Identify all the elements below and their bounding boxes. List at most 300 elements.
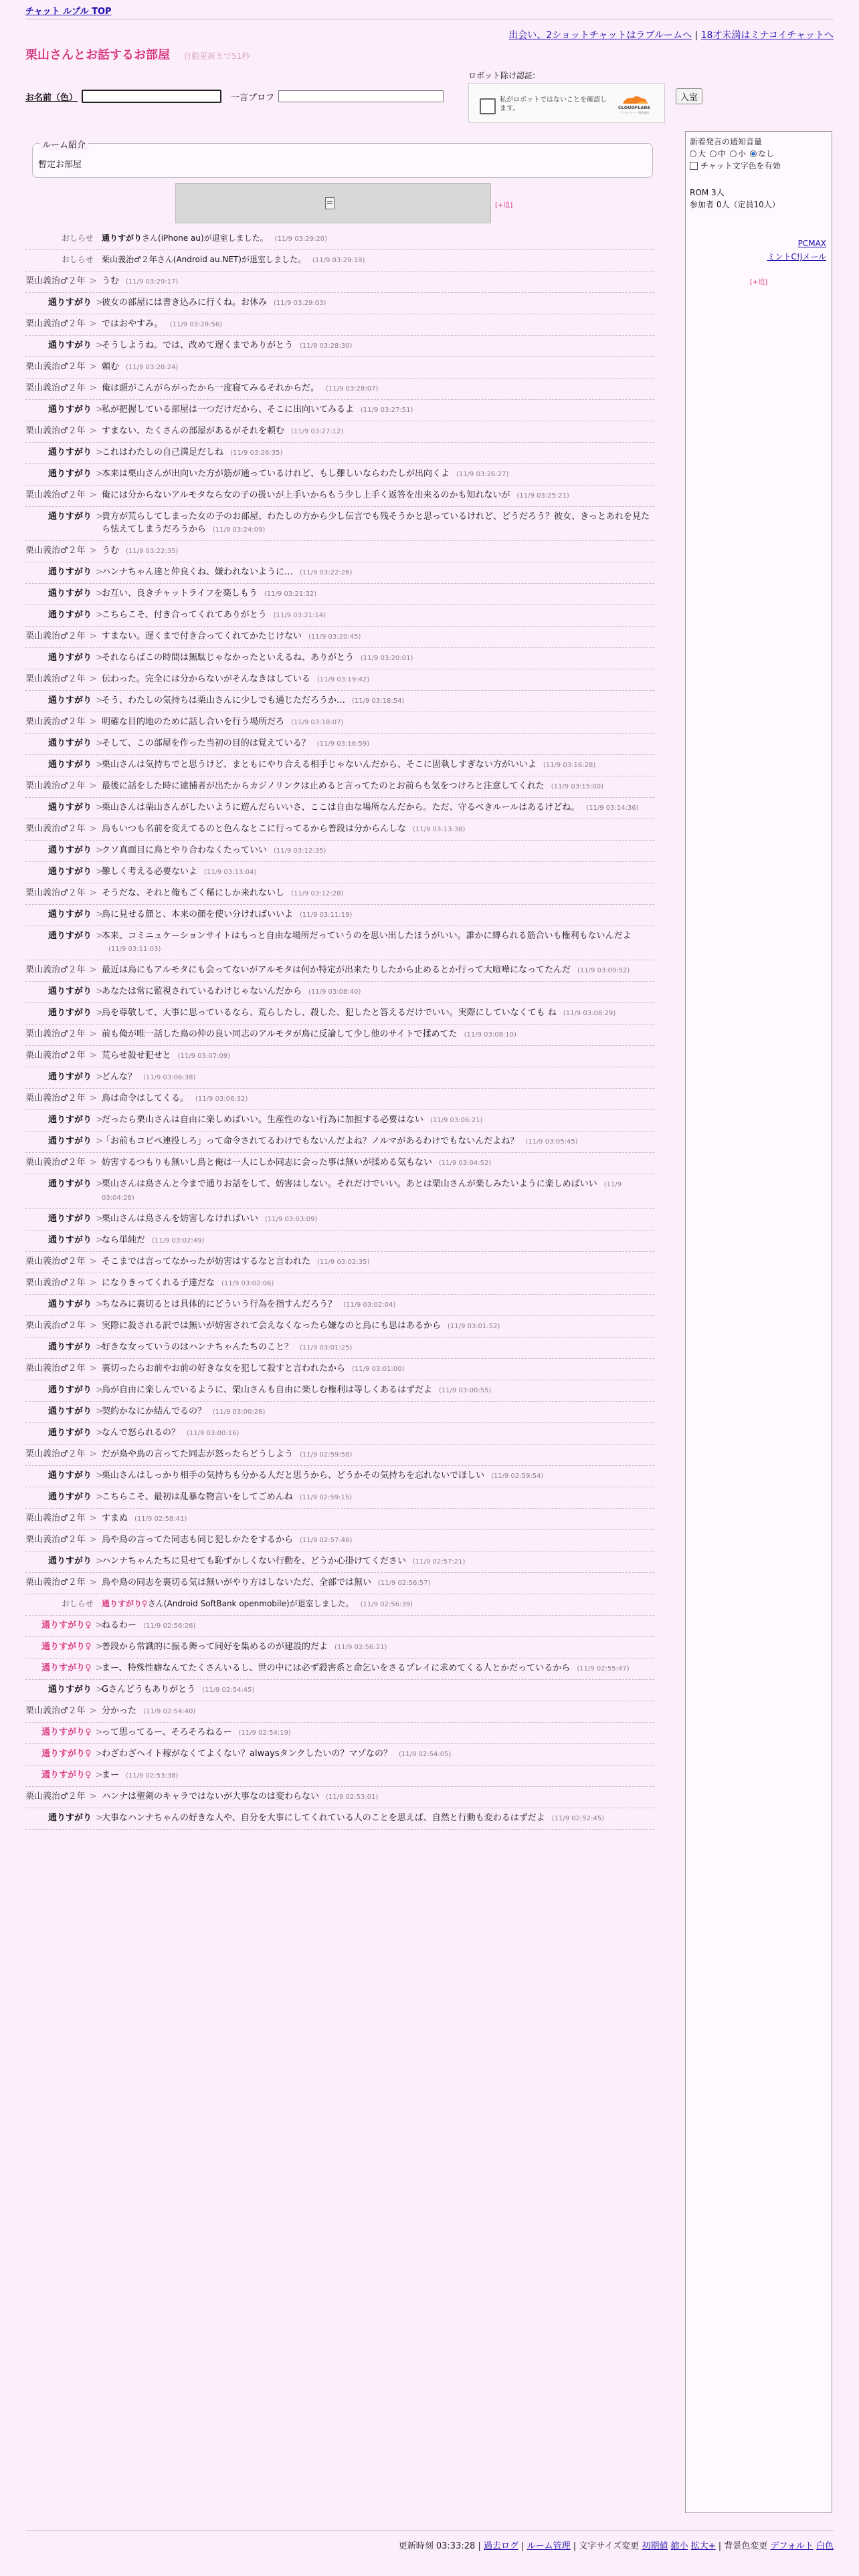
message-body [102, 985, 650, 998]
author-name: 通りすがり♀ [41, 1770, 92, 1780]
message-author [25, 1178, 102, 1204]
past-log-link[interactable]: 過去ログ [483, 2541, 518, 2551]
message-timestamp: (11/9 03:25:21) [516, 492, 569, 500]
message-timestamp: (11/9 02:57:46) [300, 1537, 353, 1544]
message-text: あなたは常に監視されているわけじゃないんだから [102, 986, 302, 996]
pcmax-link[interactable]: PCMAX [797, 239, 826, 248]
message-timestamp: (11/9 03:29:17) [126, 278, 179, 286]
chat-message [25, 712, 654, 734]
author-name: 通りすがり [48, 1428, 92, 1438]
message-text: 最後に話をした時に逮捕者が出たからカジノリンクは止めると言ってたのとお前らも気をつけろと注意してくれた [102, 781, 545, 791]
message-text: ちなみに裏切るとは具体的にどういう行為を指すんだろう？ [102, 1299, 337, 1309]
chat-message [25, 400, 654, 421]
message-timestamp: (11/9 03:09:52) [577, 967, 630, 974]
message-body [102, 446, 650, 459]
message-timestamp: (11/9 03:06:32) [195, 1095, 248, 1103]
message-author [25, 1405, 102, 1418]
author-separator: > [93, 909, 104, 920]
message-body [102, 1049, 650, 1063]
message-author [25, 1319, 102, 1333]
message-timestamp: (11/9 03:29:19) [312, 257, 365, 264]
message-author [25, 1747, 102, 1761]
author-name: 通りすがり [48, 1385, 92, 1395]
message-body [102, 1178, 650, 1204]
message-timestamp: (11/9 03:20:01) [361, 655, 413, 662]
message-timestamp: (11/9 03:04:52) [438, 1160, 492, 1167]
message-text: 「お前もコピペ連投しろ」って命令されてるわけでもないんだよね？ノルマがあるわけでもないんだよね？ [102, 1136, 519, 1146]
message-timestamp: (11/9 02:59:15) [299, 1494, 353, 1501]
author-separator: > [93, 653, 104, 663]
message-body [102, 823, 650, 836]
author-name: 通りすがり [48, 909, 92, 920]
author-separator: > [93, 1136, 104, 1146]
message-timestamp: (11/9 03:00:16) [187, 1430, 240, 1437]
message-author [25, 1384, 102, 1397]
author-separator: > [86, 546, 97, 556]
message-timestamp: (11/9 03:06:21) [430, 1117, 483, 1124]
message-timestamp: (11/9 03:02:04) [343, 1301, 396, 1309]
top-links [508, 28, 834, 41]
room-intro-text: 暫定お部屋 [38, 160, 82, 170]
volume-option[interactable] [750, 148, 774, 159]
site-title-link[interactable]: チャット ルプル TOP [25, 7, 112, 17]
message-author [25, 716, 102, 729]
message-text: だが鳥や鳥の言ってた同志が怒ったらどうしよう [102, 1449, 294, 1459]
message-text: 前も俺が唯一話した鳥の仲の良い同志のアルモタが鳥に反論して少し他のサイトで揉めてた [102, 1029, 458, 1039]
name-label[interactable]: お名前（色） [25, 92, 78, 103]
message-body [102, 253, 650, 267]
message-timestamp: (11/9 03:28:30) [300, 342, 353, 350]
update-time: 更新時刻 03:33:28 [398, 2541, 476, 2551]
message-text: これはわたしの自己満足だしね [102, 447, 224, 457]
message-author [25, 1006, 102, 1020]
message-author [25, 275, 102, 288]
author-name: 通りすがり [48, 986, 92, 996]
author-separator: > [86, 1051, 97, 1061]
message-body [102, 908, 650, 922]
author-separator: > [86, 1513, 97, 1523]
chat-message [25, 1252, 654, 1273]
message-text: 鳥もいつも名前を変えてるのと色んなとこに行ってるから普段は分からんしな [102, 824, 407, 834]
notify-volume-title: 新着発言の通知音量 [690, 137, 763, 146]
message-timestamp: (11/9 03:26:35) [230, 449, 283, 457]
author-name: 通りすがり [48, 447, 92, 457]
message-author [25, 1156, 102, 1170]
message-timestamp: (11/9 03:22:35) [126, 548, 179, 555]
chat-message [25, 1067, 654, 1089]
chat-message [25, 1573, 654, 1594]
message-body [102, 489, 650, 502]
message-text: 好きな女っていうのはハンナちゃんたちのこと？ [102, 1342, 294, 1352]
message-text: 大事なハンナちゃんの好きな人や、自分を大事にしてくれている人のことを思えば、自然と行動も変わるはずだよ [102, 1813, 545, 1823]
message-text: だったら栗山さんは自由に楽しめばいい。生産性のない行為に加担する必要はない [102, 1115, 424, 1125]
author-separator: > [86, 674, 97, 684]
volume-option[interactable] [710, 148, 726, 159]
message-body [102, 651, 650, 665]
message-body [102, 758, 650, 772]
message-author [25, 1726, 102, 1739]
font-shrink-link[interactable]: 縮小 [670, 2541, 688, 2551]
author-name: 栗山義治♂２年 [25, 1513, 86, 1523]
author-separator: > [93, 469, 104, 479]
author-name: 通りすがり [48, 610, 92, 620]
system-notice [25, 229, 654, 250]
author-name: 通りすがり♀ [41, 1620, 92, 1630]
message-body [102, 467, 650, 481]
auto-update-countdown: 自動更新まで51秒 [183, 51, 250, 61]
author-name: 栗山義治♂２年 [25, 717, 86, 727]
message-timestamp: (11/9 03:28:56) [169, 321, 223, 328]
message-timestamp: (11/9 02:54:45) [202, 1687, 255, 1694]
author-name: 通りすがり [48, 405, 92, 415]
chat-color-checkbox[interactable] [690, 162, 698, 170]
author-name: 通りすがり [48, 1136, 92, 1146]
message-body [102, 1212, 650, 1226]
chat-message [25, 1174, 654, 1209]
author-name: 栗山義治♂２年 [25, 546, 86, 556]
chat-message [25, 1787, 654, 1808]
message-text: まー、特殊性癖なんてたくさんいるし、世の中には必ず殺害系と命乞いをさるプレイに求めてくる人とかだっているから [102, 1663, 571, 1673]
captcha-checkbox[interactable] [480, 98, 496, 114]
notice-text: 栗山義治♂２年さん(Android au.NET)が退室しました。 [102, 255, 306, 264]
entry-form-row [25, 90, 444, 103]
chat-message [25, 648, 654, 669]
message-timestamp: (11/9 03:29:20) [274, 235, 328, 243]
message-author [25, 403, 102, 417]
author-separator: > [86, 1321, 97, 1331]
message-body [102, 1362, 650, 1376]
message-text: ハンナちゃんたちに見せても恥ずかしくない行動を、どうか心掛けてください [102, 1556, 407, 1566]
message-text: 栗山さんは鳥さんと今まで通りお話をして、妨害はしない。それだけでいい。あとは栗山さんが楽しみたいように楽しめばいい [102, 1179, 597, 1189]
author-separator: > [86, 717, 97, 727]
message-timestamp: (11/9 03:22:26) [300, 569, 353, 576]
love-room-link[interactable]: 出会い、2ショットチャットはラブルームへ [508, 30, 692, 41]
volume-radio[interactable] [730, 150, 737, 157]
profile-input[interactable] [278, 90, 444, 102]
author-separator: > [93, 802, 104, 813]
author-name: 通りすがり [48, 340, 92, 350]
message-body [102, 1341, 650, 1354]
message-text: になりきってくれる子達だな [102, 1278, 215, 1288]
message-body [102, 737, 650, 750]
message-text: ハンナちゃん達と仲良くね、嫌われないように… [102, 567, 294, 577]
image-more-link[interactable]: [+追] [495, 202, 513, 209]
author-separator: > [86, 1578, 97, 1588]
volume-radio[interactable] [750, 150, 757, 157]
author-name: 栗山義治♂２年 [25, 490, 86, 500]
author-name: 通りすがり [48, 1072, 92, 1082]
message-text: なんで怒られるの？ [102, 1428, 181, 1438]
message-body [102, 1769, 650, 1782]
chat-message [25, 293, 654, 314]
author-separator: > [86, 888, 97, 898]
volume-radio[interactable] [710, 150, 717, 157]
captcha-widget [468, 83, 665, 123]
author-name: 通りすがり [48, 1299, 92, 1309]
author-name: 通りすがり [48, 1471, 92, 1481]
message-timestamp: (11/9 03:01:00) [352, 1366, 405, 1373]
author-name: 通りすがり [48, 1492, 92, 1502]
message-body [102, 544, 650, 558]
system-notice [25, 1594, 654, 1616]
author-separator: > [86, 1093, 97, 1103]
message-timestamp: (11/9 03:15:00) [551, 783, 604, 790]
message-author [25, 651, 102, 665]
message-text: わざわざヘイト稼がなくてよくない？alwaysタンクしたいの？マゾなの？ [102, 1749, 392, 1759]
message-author [25, 985, 102, 998]
message-timestamp: (11/9 03:04:28) [102, 1181, 622, 1202]
message-author [25, 1071, 102, 1084]
message-author [25, 737, 102, 750]
message-timestamp: (11/9 03:11:03) [108, 946, 161, 953]
message-author [25, 758, 102, 772]
mint-link[interactable]: ミントC!Jメール [767, 252, 826, 261]
message-text: 俺は頭がこんがらがったから一度寝てみるそれからだ。 [102, 383, 320, 393]
message-timestamp: (11/9 02:53:38) [126, 1772, 179, 1780]
author-separator: > [86, 1158, 97, 1168]
message-body [102, 403, 650, 417]
author-separator: > [93, 1685, 104, 1695]
author-name: 栗山義治♂２年 [25, 1051, 86, 1061]
message-timestamp: (11/9 03:13:04) [204, 869, 257, 876]
message-timestamp: (11/9 02:54:40) [143, 1708, 196, 1715]
message-body [102, 1384, 650, 1397]
author-separator: > [93, 695, 104, 706]
author-name: 通りすがり [48, 512, 92, 522]
message-body [102, 1298, 650, 1311]
author-name: 栗山義治♂２年 [25, 426, 86, 436]
message-body [102, 360, 650, 374]
chat-message [25, 1380, 654, 1402]
author-separator: > [93, 1214, 104, 1224]
site-top-link[interactable] [25, 4, 112, 17]
message-text: 本来、コミニュケーションサイトはもっと自由な場所だっていうのを思い出したほうがいい。誰かに縛られる筋合いも権利もないんだよ [102, 931, 632, 941]
message-timestamp: (11/9 03:00:26) [213, 1408, 266, 1416]
message-text: すまぬ [102, 1513, 128, 1523]
message-text: 妨害するつもりも無いし鳥と俺は一人にしか同志に会った事は無いが揉める気もない [102, 1158, 432, 1168]
chat-message [25, 314, 654, 336]
message-timestamp: (11/9 03:13:38) [413, 826, 466, 833]
room-title: 栗山さんとお話するお部屋 [25, 48, 170, 62]
font-init-link[interactable]: 初期値 [642, 2541, 668, 2551]
chat-message [25, 1089, 654, 1110]
message-author [25, 446, 102, 459]
message-text: そうしようね。では、改めて遅くまでありがとう [102, 340, 294, 350]
chat-color-option[interactable] [690, 160, 781, 171]
volume-option[interactable] [730, 148, 746, 159]
author-name: 通りすがり [48, 653, 92, 663]
minakoi-link[interactable]: 18才未満はミナコイチャットへ [700, 30, 834, 41]
author-separator: > [93, 738, 104, 748]
message-text: 貴方が荒らしてしまった女の子のお部屋、わたしの方から少し伝言でも残そうかと思っているけれど、どうだろう？彼女、きっとあれを見たら怯えてしまうだろうから [102, 512, 650, 534]
message-timestamp: (11/9 03:28:24) [126, 364, 179, 371]
message-text: そうだな、それと俺もごく稀にしか来れないし [102, 888, 285, 898]
chat-message [25, 1230, 654, 1252]
message-timestamp: (11/9 03:12:28) [291, 890, 344, 897]
author-name: 通りすがり [48, 738, 92, 748]
author-separator: > [86, 1257, 97, 1267]
message-timestamp: (11/9 03:21:32) [264, 591, 317, 598]
message-author [25, 844, 102, 857]
author-separator: > [86, 1706, 97, 1716]
message-author [25, 1662, 102, 1675]
message-author [25, 964, 102, 977]
message-text: お互い、良きチャットライフを楽しもう [102, 588, 258, 599]
author-separator: > [92, 1620, 103, 1630]
message-body [102, 1448, 650, 1461]
author-separator: > [92, 1642, 103, 1652]
bg-white-link[interactable]: 白色 [816, 2541, 834, 2551]
chat-message [25, 1110, 654, 1132]
message-body [102, 1747, 650, 1761]
message-timestamp: (11/9 03:19:42) [316, 676, 370, 683]
message-author [25, 1576, 102, 1590]
author-separator: > [93, 447, 104, 457]
message-author [25, 1212, 102, 1226]
author-separator: > [93, 298, 104, 308]
chat-message [25, 776, 654, 798]
chat-message [25, 562, 654, 584]
sidebar [685, 131, 832, 2513]
volume-option-label: 大 [698, 149, 706, 158]
message-timestamp: (11/9 02:56:39) [360, 1601, 413, 1608]
message-text: 荒らせ殺せ犯せと [102, 1051, 171, 1061]
message-timestamp: (11/9 02:53:01) [326, 1794, 379, 1801]
chat-message [25, 627, 654, 648]
message-timestamp: (11/9 02:52:45) [551, 1815, 605, 1822]
message-body [102, 296, 650, 310]
message-text: 普段から常識的に振る舞って同好を集めるのが建設的だよ [102, 1642, 328, 1652]
author-separator: > [93, 931, 104, 941]
message-text: 伝わった。完全には分からないがそんなきはしている [102, 674, 310, 684]
author-name: 栗山義治♂２年 [25, 631, 86, 641]
message-timestamp: (11/9 02:56:57) [378, 1580, 431, 1587]
profile-label: 一言プロフ [231, 92, 275, 103]
message-author [25, 1469, 102, 1483]
message-author [25, 780, 102, 793]
author-name: 通りすがり [48, 760, 92, 770]
chat-message [25, 1808, 654, 1830]
message-author: おしらせ [62, 1599, 94, 1608]
chat-message [25, 421, 654, 443]
author-separator: > [93, 1342, 104, 1352]
message-body [102, 1135, 650, 1148]
message-body [102, 318, 650, 331]
volume-option-label: 中 [718, 149, 727, 158]
message-timestamp: (11/9 02:55:47) [577, 1665, 630, 1673]
message-author [25, 1769, 102, 1782]
chat-message [25, 755, 654, 776]
chat-message [25, 1466, 654, 1487]
chat-message [25, 819, 654, 841]
message-body [102, 425, 650, 438]
enter-button[interactable]: 入室 [676, 88, 702, 104]
font-expand-link[interactable]: 拡大+ [690, 2541, 716, 2551]
volume-option[interactable] [690, 148, 706, 159]
footer [399, 2539, 834, 2551]
message-text: すまない。遅くまで付き合ってくれてかたじけない [102, 631, 302, 641]
author-separator: > [93, 1813, 104, 1823]
bg-default-link[interactable]: デフォルト [770, 2541, 814, 2551]
message-timestamp: (11/9 03:20:45) [308, 633, 361, 641]
chat-message [25, 1025, 654, 1046]
message-body [102, 1319, 650, 1333]
message-author [25, 801, 102, 815]
chat-message [25, 1680, 654, 1701]
message-author [25, 318, 102, 331]
message-author [25, 908, 102, 922]
message-author [25, 360, 102, 374]
message-author [25, 1705, 102, 1718]
image-placeholder [175, 183, 491, 223]
message-timestamp: (11/9 03:01:52) [448, 1323, 500, 1330]
message-body [102, 1469, 650, 1483]
message-body [102, 587, 650, 601]
author-name: 通りすがり [48, 1685, 92, 1695]
message-body [102, 1640, 650, 1654]
sidebar-more-link[interactable]: [+追] [750, 279, 768, 286]
author-name: 通りすがり [48, 1008, 92, 1018]
message-timestamp: (11/9 03:16:28) [543, 762, 596, 769]
message-body [102, 1598, 650, 1611]
message-author [25, 1092, 102, 1105]
volume-radio[interactable] [690, 150, 696, 157]
top-links-separator: | [694, 30, 698, 41]
author-separator: > [93, 610, 104, 620]
message-body [102, 1533, 650, 1547]
message-text: 鳥を尊敬して、大事に思っているなら、荒らしたし、殺した、犯したと答えるだけでいい。実際にしていなくても ね [102, 1008, 557, 1018]
message-text: どんな？ [102, 1072, 137, 1082]
message-body [102, 1277, 650, 1290]
message-body [102, 1576, 650, 1590]
author-name: 通りすがり [48, 931, 92, 941]
message-body [102, 865, 650, 879]
message-body [102, 1683, 650, 1697]
message-body [102, 1726, 650, 1739]
message-text: 私が把握している部屋は一つだけだから、そこに出向いてみるよ [102, 405, 355, 415]
message-text: こちらこそ、付き合ってくれてありがとう [102, 610, 267, 620]
message-author [25, 630, 102, 643]
message-timestamp: (11/9 03:21:14) [273, 612, 326, 619]
author-separator: > [93, 588, 104, 599]
name-input[interactable] [82, 90, 221, 103]
chat-message [25, 905, 654, 926]
chat-message [25, 1444, 654, 1466]
message-body [102, 716, 650, 729]
room-title-block [25, 45, 250, 63]
message-text: 栗山さんは鳥さんを妨害しなければいい [102, 1214, 259, 1224]
message-timestamp: (11/9 02:58:41) [134, 1515, 187, 1523]
chat-message [25, 1487, 654, 1509]
message-timestamp: (11/9 03:28:07) [326, 385, 379, 393]
message-author [25, 1113, 102, 1127]
cloudflare-logo-icon [611, 93, 658, 116]
author-name: 栗山義治♂２年 [25, 824, 86, 834]
author-name: 栗山義治♂２年 [25, 1449, 86, 1459]
chat-message [25, 464, 654, 486]
room-manage-link[interactable]: ルーム管理 [527, 2541, 571, 2551]
author-separator: > [93, 1385, 104, 1395]
author-separator: > [86, 631, 97, 641]
author-separator: > [93, 1072, 104, 1082]
author-name: 通りすがり♀ [41, 1727, 92, 1737]
message-timestamp: (11/9 02:59:58) [300, 1451, 353, 1459]
message-text: まー [102, 1770, 120, 1780]
author-name: 栗山義治♂２年 [25, 888, 86, 898]
author-separator: > [86, 276, 97, 286]
chat-message [25, 1423, 654, 1444]
message-body [102, 1812, 650, 1825]
